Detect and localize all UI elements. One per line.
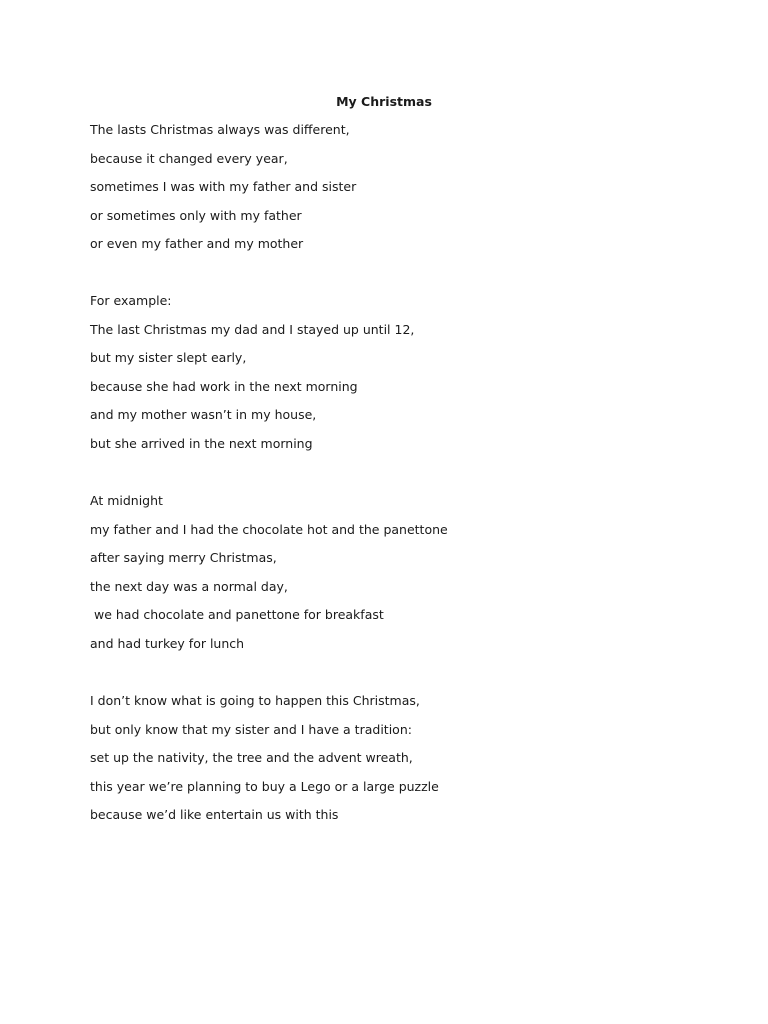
stanza-1-line-4: or sometimes only with my father [90,207,302,223]
stanza-1-line-3: sometimes I was with my father and sister [90,179,357,195]
stanza-2 [90,292,414,464]
stanza-1 [90,121,356,264]
stanza-3 [90,492,448,664]
stanza-4-line-2: but only know that my sister and I have a tradition: [90,721,412,737]
stanza-3-line-5: we had chocolate and panettone for breakfast [90,607,384,623]
stanza-4-line-4: this year we’re planning to buy a Lego or a large puzzle [90,778,439,794]
stanza-4-line-1: I don’t know what is going to happen this Christmas, [90,693,420,708]
stanza-1-line-1: The lasts Christmas always was different, [90,122,350,137]
stanza-1-line-2: because it changed every year, [90,150,288,166]
stanza-2-line-6: but she arrived in the next morning [90,435,313,451]
stanza-1-line-5: or even my father and my mother [90,236,304,252]
stanza-4-line-3: set up the nativity, the tree and the advent wreath, [90,750,413,766]
stanza-3-line-4: the next day was a normal day, [90,578,288,594]
stanza-3-line-6: and had turkey for lunch [90,635,245,651]
document-title-text: My Christmas [336,94,432,109]
stanza-3-line-3: after saying merry Christmas, [90,550,277,566]
stanza-2-line-4: because she had work in the next morning [90,378,358,394]
stanza-2-line-2: The last Christmas my dad and I stayed up until 12, [90,321,415,337]
stanza-3-line-2: my father and I had the chocolate hot and the panettone [90,521,448,537]
stanza-2-line-5: and my mother wasn’t in my house, [90,407,317,423]
document-title [0,93,768,111]
stanza-4-line-5: because we’d like entertain us with this [90,807,339,823]
stanza-3-line-1: At midnight [90,493,163,508]
stanza-2-line-3: but my sister slept early, [90,350,247,366]
stanza-4 [90,692,439,835]
stanza-2-line-1: For example: [90,293,172,308]
